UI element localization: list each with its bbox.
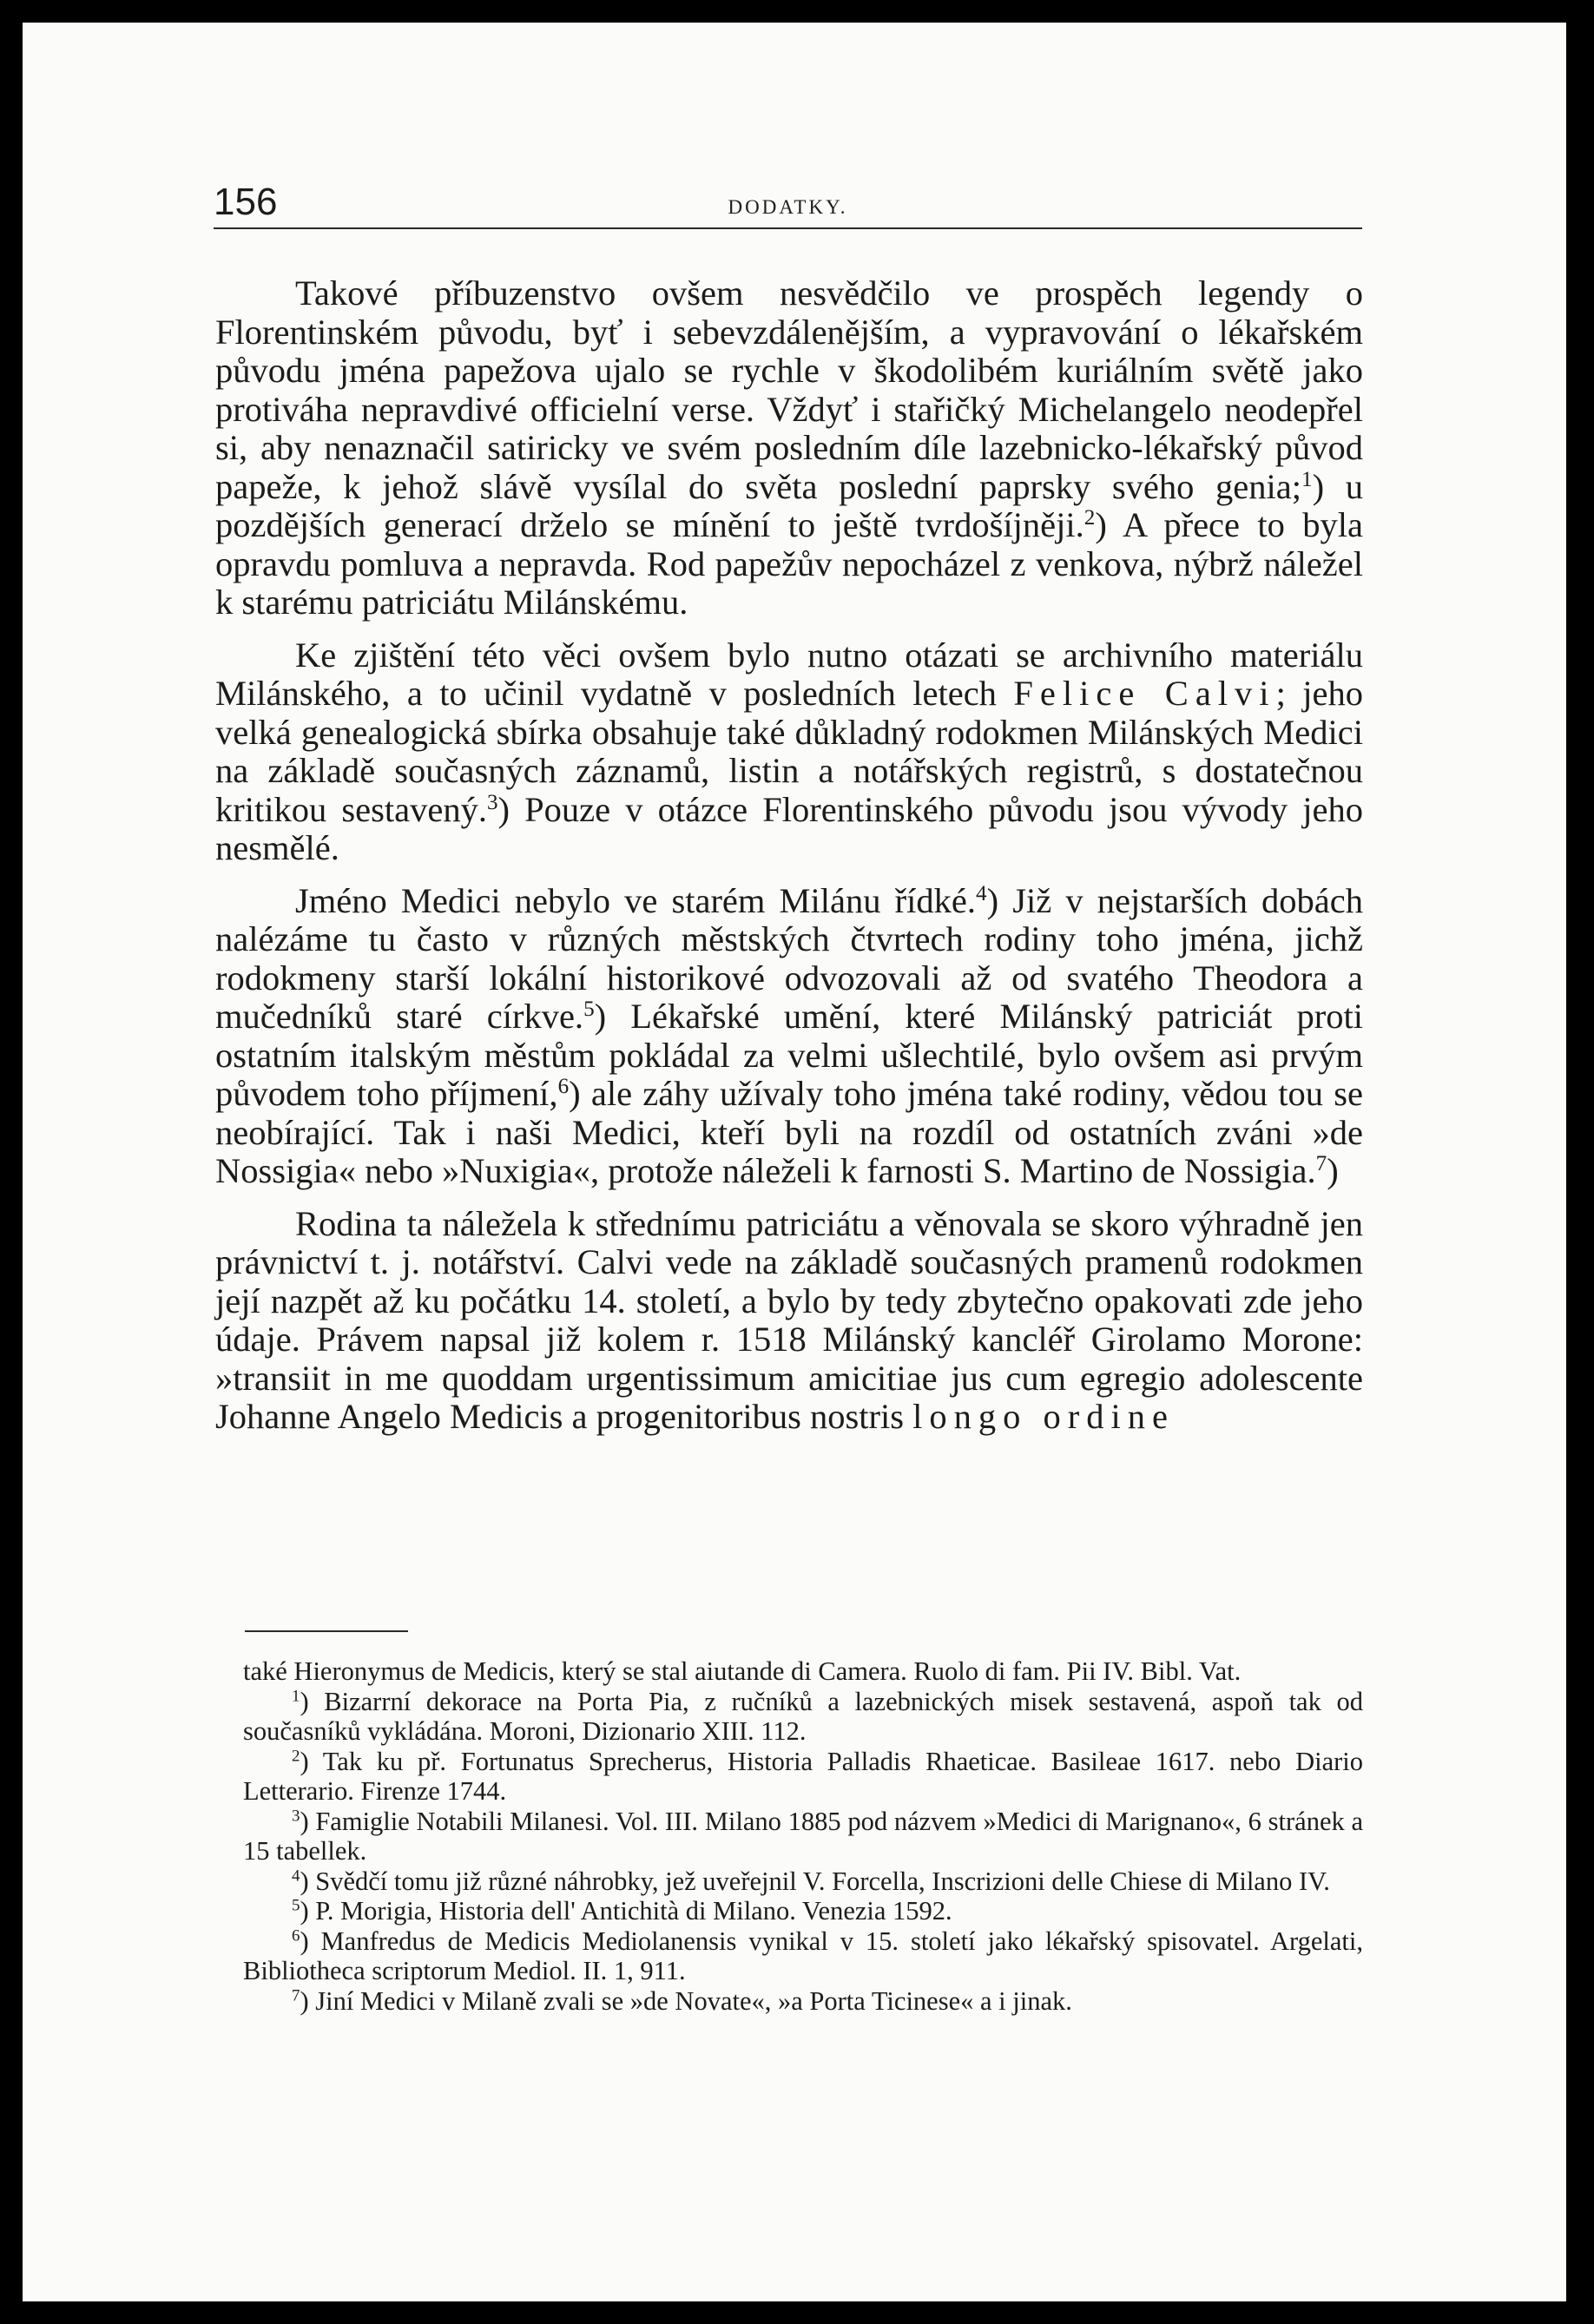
footnote-ref-3: 3 [486, 790, 498, 814]
footnote-number: 4 [292, 1866, 300, 1886]
paragraph-4 [215, 1205, 1363, 1437]
author-name-spaced: Felice Calvi [1013, 674, 1276, 713]
footnote-number: 5 [292, 1896, 300, 1915]
paragraph-2 [215, 636, 1363, 868]
text-span: ) Lékařské umění, které Milánský patriciát proti ostatním italským městům pokládal za velmi ušlechtilé, bylo ovšem asi prvým původem toho příjmení, [215, 997, 1363, 1113]
footnote-continuation: také Hieronymus de Medicis, který se stal aiutande di Camera. Ruolo di fam. Pii IV. Bibl. Vat. [243, 1656, 1242, 1686]
footnote-text: ) Tak ku př. Fortunatus Sprecherus, Historia Palladis Rhaeticae. Basileae 1617. nebo Diario Letterario. Firenze 1744. [243, 1746, 1363, 1806]
page-header [214, 167, 1362, 229]
text-span: Rodina ta náležela k střednímu patriciátu a věnovala se skoro výhradně jen právnictví t. j. notářství. Calvi vede na základě současných pramenů rodokmen její nazpět až ku počátku 14. století, a bylo by tedy zbytečno opakovati zde jeho údaje. Právem napsal již kolem r. 1518 Milánský kancléř Girolamo Morone: »transiit in me quoddam urgentissimum amicitiae jus cum egregio adolescente Johanne Angelo Medicis a progenitoribus nostris [215, 1203, 1363, 1436]
paragraph-1 [215, 274, 1363, 622]
footnote-ref-7: 7 [1315, 1152, 1327, 1176]
footnote-text: ) Manfredus de Medicis Mediolanensis vynikal v 15. století jako lékařský spisovatel. Argelati, Bibliotheca scriptorum Mediol. II. 1, 911. [243, 1926, 1363, 1985]
running-head: DODATKY. [728, 196, 848, 218]
text-span: ) ale záhy užívaly toho jména také rodiny, vědou tou se neobírající. Tak i naši Medici, kteří byli na rozdíl od ostatních zváni »de Nossigia« nebo »Nuxigia«, protože náleželi k farnosti S. Martino de Nossigia. [215, 1074, 1363, 1190]
footnote-number: 2 [292, 1747, 300, 1766]
text-span: Ke zjištění této věci ovšem bylo nutno otázati se archivního materiálu Milánského, a to učinil vydatně v posledních letech [215, 635, 1363, 713]
footnote-number: 7 [292, 1986, 300, 2005]
page-number: 156 [214, 181, 278, 223]
text-span: ) A přece to byla opravdu pomluva a nepravda. Rod papežův nepocházel z venkova, nýbrž náležel k starému patriciátu Milánskému. [215, 505, 1363, 622]
text-span: ) u pozdějších generací drželo se mínění to ještě tvrdošíjněji. [215, 466, 1363, 544]
footnote-number: 6 [292, 1926, 300, 1945]
footnotes [243, 1656, 1363, 2016]
text-span: Jméno Medici nebylo ve starém Milánu řídké. [295, 880, 977, 920]
footnote-7 [243, 1986, 1363, 2017]
text-span: ) Pouze v otázce Florentinského původu jsou vývody jeho nesmělé. [215, 789, 1363, 867]
text-span: ) [1327, 1151, 1339, 1190]
footnote-3 [243, 1807, 1363, 1866]
footnote-ref-2: 2 [1084, 506, 1096, 530]
footnote-ref-6: 6 [557, 1075, 570, 1099]
text-span: Takové příbuzenstvo ovšem nesvědčilo ve prospěch legendy o Florentinském původu, byť i sebevzdálenějším, a vypravování o lékařském původu jména papežova ujalo se rychle v škodolibém kuriálním světě jako protiváha nepravdivé officielní verse. Vždyť i stařičký Michelangelo neodepřel si, aby nenaznačil satiricky ve svém posledním díle lazebnicko-lékařský původ papeže, k jehož slávě vysílal do světa poslední paprsky svého genia; [215, 273, 1363, 506]
footnote-number: 1 [292, 1687, 300, 1706]
spaced-emphasis: longo ordine [912, 1397, 1175, 1436]
footnote-text: ) P. Morigia, Historia dell' Antichità di Milano. Venezia 1592. [300, 1896, 952, 1926]
text-span: ) Již v nejstarších dobách nalézáme tu často v různých městských čtvrtech rodiny toho jména, jichž rodokmeny starší lokální historikové odvozovali až od svatého Theodora a mučedníků staré církve. [215, 880, 1363, 1036]
footnote-ref-4: 4 [976, 881, 987, 905]
footnote-text: ) Jiní Medici v Milaně zvali se »de Novate«, »a Porta Ticinese« a i jinak. [300, 1985, 1072, 2016]
footnote-text: ) Svědčí tomu již různé náhrobky, jež uveřejnil V. Forcella, Inscrizioni delle Chiese di Milano IV. [300, 1866, 1330, 1896]
footnote-ref-5: 5 [583, 997, 595, 1022]
footnote-ref-1: 1 [1301, 467, 1313, 491]
footnote-6 [243, 1926, 1363, 1986]
paragraph-3 [215, 882, 1363, 1191]
footnote-divider [245, 1630, 408, 1632]
footnote-text: ) Bizarrní dekorace na Porta Pia, z ručníků a lazebnických misek sestavená, aspoň tak od současníků vykládána. Moroni, Dizionario XIII. 112. [243, 1686, 1363, 1746]
book-page [23, 23, 1566, 2301]
footnote-4 [243, 1866, 1363, 1897]
footnote-1 [243, 1687, 1363, 1747]
text-span: ; jeho velká genealogická sbírka obsahuje také důkladný rodokmen Milánských Medici na základě současných záznamů, listin a notářských registrů, s dostatečnou kritikou sestavený. [215, 674, 1364, 829]
footnote-number: 3 [292, 1807, 300, 1826]
footnote-5 [243, 1896, 1363, 1926]
main-text [215, 274, 1363, 1451]
footnote-text: ) Famiglie Notabili Milanesi. Vol. III. Milano 1885 pod názvem »Medici di Marignano«, 6 stránek a 15 tabellek. [243, 1806, 1363, 1866]
footnote-2 [243, 1747, 1363, 1807]
